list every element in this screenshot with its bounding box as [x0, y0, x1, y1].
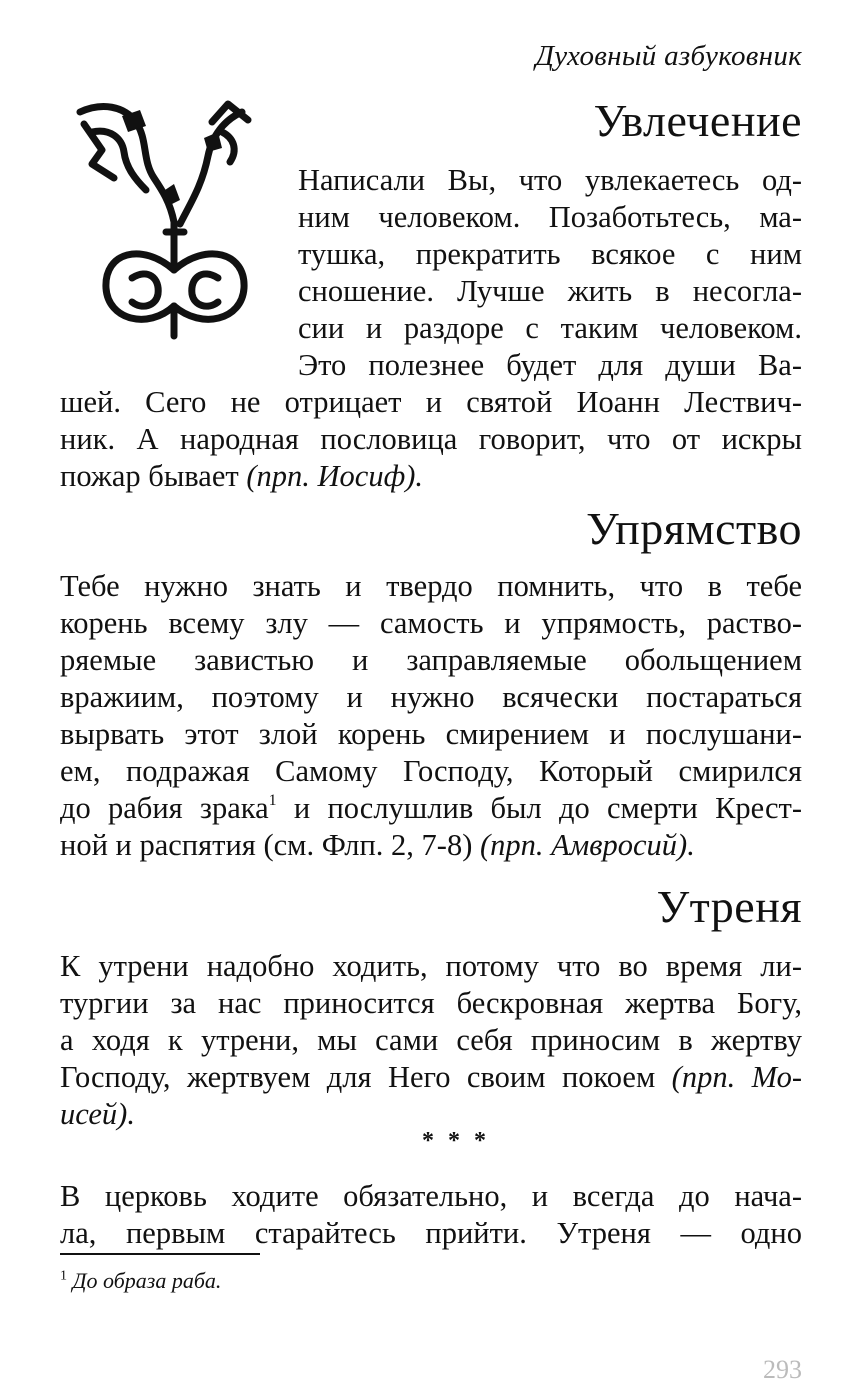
footnote-marker: 1	[268, 791, 277, 809]
footnote	[60, 1268, 221, 1294]
text-line: Господу, жертвуем для Него своим покоем (прп. Мо-	[60, 1060, 802, 1094]
text-line: тургии за нас приносится бескровная жертва Богу,	[60, 986, 802, 1020]
page-number: 293	[763, 1355, 802, 1384]
text-line: ряемые завистью и заправляемые обольщением	[60, 643, 802, 677]
text-line: а ходя к утрени, мы сами себя приносим в жертву	[60, 1023, 802, 1057]
text-line: Написали Вы, что увлекаетесь од-	[298, 163, 802, 197]
section-heading: Утреня	[656, 881, 802, 932]
source-citation: (прп. Мо-	[671, 1060, 802, 1094]
text-line: вырвать этот злой корень смирением и послушани-	[60, 717, 802, 751]
text-line: корень всему злу — самость и упрямость, раство-	[60, 606, 802, 640]
text-line: вражиим, поэтому и нужно всячески постараться	[60, 680, 802, 714]
text-line: ник. А народная пословица говорит, что от искры	[60, 422, 802, 456]
text-line: шей. Сего не отрицает и святой Иоанн Лествич-	[60, 385, 802, 419]
text-line: ла, первым старайтесь прийти. Утреня — одно	[60, 1216, 802, 1250]
book-page	[60, 0, 802, 1400]
source-citation: (прп. Иосиф).	[246, 459, 423, 493]
running-head: Духовный азбуковник	[535, 40, 802, 72]
text-line: сношение. Лучше жить в несогла-	[298, 274, 802, 308]
section-paragraph	[298, 162, 802, 384]
section-heading: Увлечение	[593, 95, 802, 146]
text-line: ем, подражая Самому Господу, Который смирился	[60, 754, 802, 788]
section-heading: Упрямство	[586, 503, 802, 554]
footnote-divider	[60, 1253, 260, 1255]
closing-paragraph	[60, 1178, 802, 1252]
text-line: сии и раздоре с таким человеком.	[298, 311, 802, 345]
source-citation: исей).	[60, 1097, 135, 1131]
text-line: Это полезнее будет для души Ва-	[298, 348, 802, 382]
text-line: В церковь ходите обязательно, и всегда до нача-	[60, 1179, 802, 1213]
section-paragraph-continued	[60, 384, 802, 495]
section-paragraph	[60, 948, 802, 1133]
ornamental-dropcap-icon	[62, 92, 290, 342]
section-paragraph	[60, 568, 802, 864]
text-line: тушка, прекратить всякое с ним	[298, 237, 802, 271]
footnote-text: До образа раба.	[72, 1268, 222, 1293]
text-line: пожар бывает (прп. Иосиф).	[60, 459, 423, 493]
text-line: до рабия зрака$^1$ и послушлив был до смерти Крест-	[60, 791, 802, 825]
text-line: ной и распятия (см. Флп. 2, 7-8) (прп. Амвросий).	[60, 828, 695, 862]
text-line: ним человеком. Позаботьтесь, ма-	[298, 200, 802, 234]
footnote-marker: 1	[60, 1268, 67, 1284]
source-citation: (прп. Амвросий).	[480, 828, 695, 862]
text-line: К утрени надобно ходить, потому что во время ли-	[60, 949, 802, 983]
text-line: Тебе нужно знать и твердо помнить, что в тебе	[60, 569, 802, 603]
section-separator: * * *	[422, 1128, 490, 1154]
